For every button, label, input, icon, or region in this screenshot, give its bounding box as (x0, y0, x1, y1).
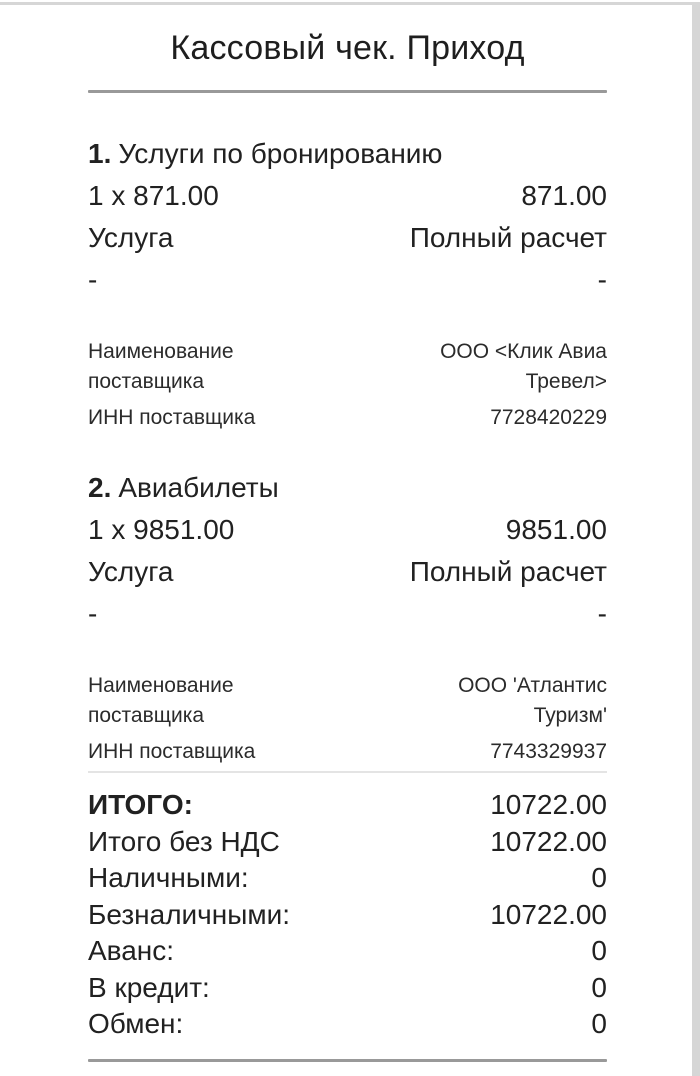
item-amount: 9851.00 (505, 514, 607, 545)
item-name: Услуги по бронированию (118, 138, 443, 169)
total-row (88, 1006, 607, 1043)
item-name: Авиабилеты (118, 472, 279, 503)
total-row (88, 970, 607, 1007)
item-qty-price: 1 x 9851.00 (88, 514, 235, 545)
item-qty-row (88, 175, 607, 217)
receipt-card (88, 0, 607, 1062)
item-heading (88, 133, 607, 175)
total-label: Итого без НДС (88, 825, 280, 857)
total-row (88, 860, 607, 897)
item-qty-price: 1 x 871.00 (88, 180, 219, 211)
supplier-inn-value: 7728420229 (490, 406, 607, 429)
receipt-title: Кассовый чек. Приход (170, 29, 525, 67)
totals-divider (88, 771, 607, 773)
total-row (88, 824, 607, 861)
supplier-block (88, 671, 607, 767)
total-label: Аванс: (88, 935, 175, 966)
supplier-name-row (88, 671, 607, 731)
item-heading (88, 467, 607, 509)
supplier-name-row (88, 337, 607, 397)
total-label: Безналичными: (88, 898, 291, 930)
total-label: В кредит: (88, 971, 210, 1003)
supplier-inn-row (88, 403, 607, 433)
supplier-inn-label: ИНН поставщика (88, 406, 256, 429)
total-value: 0 (591, 971, 607, 1003)
total-value: 10722.00 (490, 825, 607, 857)
supplier-inn-value: 7743329937 (490, 740, 607, 763)
item-amount: 871.00 (521, 180, 607, 211)
item-type-row (88, 551, 607, 593)
total-value: 0 (591, 935, 607, 966)
item-dash-row (88, 259, 607, 301)
total-row (88, 933, 607, 970)
item-qty-row (88, 509, 607, 551)
item-subject-type: Услуга (88, 556, 174, 587)
total-value: 10722.00 (490, 898, 607, 930)
total-label: ИТОГО: (88, 789, 193, 820)
item-payment-method: Полный расчет (409, 222, 607, 253)
dash-left: - (88, 264, 98, 295)
supplier-name-label: Наименование поставщика (88, 340, 234, 393)
title-divider (88, 90, 607, 93)
dash-left: - (88, 598, 98, 629)
total-label: Наличными: (88, 862, 249, 893)
supplier-inn-row (88, 737, 607, 767)
supplier-name-label: Наименование поставщика (88, 674, 234, 727)
total-row (88, 897, 607, 934)
bottom-divider (88, 1059, 607, 1062)
total-value: 0 (591, 862, 607, 893)
supplier-name-value: ООО 'Атлантис Туризм' (458, 674, 607, 727)
total-label: Обмен: (88, 1008, 184, 1039)
supplier-block (88, 337, 607, 433)
item-subject-type: Услуга (88, 222, 174, 253)
supplier-inn-label: ИНН поставщика (88, 740, 256, 763)
total-value: 0 (591, 1008, 607, 1039)
totals-section (88, 787, 607, 1043)
supplier-name-value: ООО <Клик Авиа Тревел> (440, 340, 607, 393)
dash-right: - (597, 598, 607, 629)
dash-right: - (597, 264, 607, 295)
item-type-row (88, 217, 607, 259)
total-value: 10722.00 (490, 789, 607, 820)
item-payment-method: Полный расчет (409, 556, 607, 587)
card-right-border (692, 2, 700, 1076)
total-row (88, 787, 607, 824)
item-number: 1. (88, 138, 112, 169)
item-dash-row (88, 593, 607, 635)
item-number: 2. (88, 472, 112, 503)
